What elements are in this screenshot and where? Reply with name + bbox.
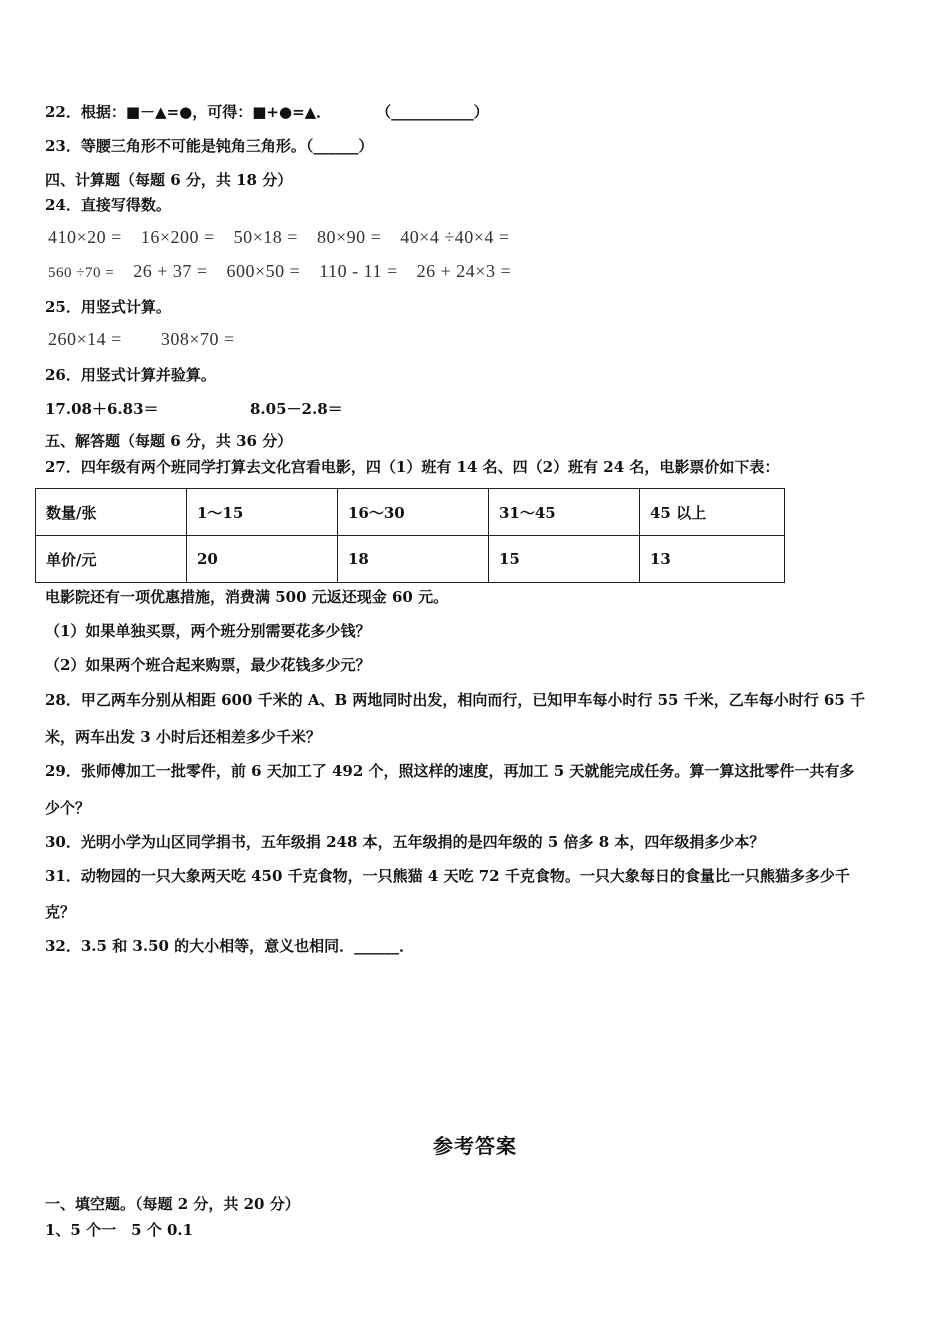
q25-row bbox=[48, 329, 249, 349]
question-30: 30．光明小学为山区同学捐书，五年级捐 248 本，五年级捐的是四年级的 5 倍多 8 本，四年级捐多少本？ bbox=[45, 833, 765, 851]
question-26: 26．用竖式计算并验算。 bbox=[45, 366, 216, 384]
q24-expr: 26 + 24×3 = bbox=[416, 261, 512, 281]
q24-expr: 80×90 = bbox=[316, 227, 382, 247]
section-4-heading: 四、计算题（每题 6 分，共 18 分） bbox=[45, 171, 293, 189]
question-31-line-2: 克？ bbox=[45, 903, 76, 921]
q25-expr: 308×70 = bbox=[160, 329, 235, 349]
question-24: 24．直接写得数。 bbox=[45, 196, 171, 214]
question-23: 23．等腰三角形不可能是钝角三角形。（______） bbox=[45, 137, 374, 155]
answer-1: 1、5 个一 5 个 0.1 bbox=[45, 1221, 194, 1239]
q25-expr: 260×14 = bbox=[48, 329, 122, 349]
table-cell: 15 bbox=[489, 536, 640, 583]
table-cell: 13 bbox=[640, 536, 785, 583]
q27-part-1: （1）如果单独买票，两个班分别需要花多少钱？ bbox=[45, 622, 371, 640]
table-row bbox=[36, 536, 785, 583]
q24-row-2 bbox=[48, 261, 525, 283]
q24-expr: 410×20 = bbox=[48, 227, 122, 247]
question-31-line-1: 31．动物园的一只大象两天吃 450 千克食物，一只熊猫 4 天吃 72 千克食物。一只大象每日的食量比一只熊猫多多少千 bbox=[45, 867, 850, 885]
answer-section-1: 一、填空题。（每题 2 分，共 20 分） bbox=[45, 1195, 300, 1213]
question-25: 25．用竖式计算。 bbox=[45, 298, 171, 316]
table-cell: 单价/元 bbox=[36, 536, 187, 583]
question-27: 27．四年级有两个班同学打算去文化宫看电影，四（1）班有 14 名、四（2）班有 24 名，电影票价如下表： bbox=[45, 458, 780, 476]
q24-expr: 560 ÷70 = bbox=[48, 265, 115, 281]
q27-note: 电影院还有一项优惠措施，消费满 500 元返还现金 60 元。 bbox=[45, 588, 449, 606]
table-cell: 45 以上 bbox=[640, 489, 785, 536]
question-22: 22．根据：■－▲=●，可得：■+●=▲． （___________） bbox=[45, 103, 489, 121]
q24-expr: 50×18 = bbox=[233, 227, 298, 247]
table-cell: 数量/张 bbox=[36, 489, 187, 536]
q24-expr: 16×200 = bbox=[140, 227, 215, 247]
answer-key-title: 参考答案 bbox=[433, 1134, 517, 1158]
q24-expr: 26 + 37 = bbox=[133, 261, 208, 281]
ticket-price-table bbox=[35, 488, 785, 583]
question-32: 32．3.5 和 3.50 的大小相等，意义也相同．______． bbox=[45, 937, 415, 955]
q24-expr: 600×50 = bbox=[226, 261, 301, 281]
table-cell: 20 bbox=[187, 536, 338, 583]
table-cell: 16～30 bbox=[338, 489, 489, 536]
table-cell: 1～15 bbox=[187, 489, 338, 536]
question-29-line-1: 29．张师傅加工一批零件，前 6 天加工了 492 个，照这样的速度，再加工 5 天就能完成任务。算一算这批零件一共有多 bbox=[45, 762, 855, 780]
question-28-line-1: 28．甲乙两车分别从相距 600 千米的 A、B 两地同时出发，相向而行，已知甲车每小时行 55 千米，乙车每小时行 65 千 bbox=[45, 691, 866, 709]
table-cell: 18 bbox=[338, 536, 489, 583]
q26-expr-1: 17.08＋6.83＝ bbox=[45, 400, 159, 418]
q24-expr: 40×4 ÷40×4 = bbox=[400, 227, 510, 247]
question-28-line-2: 米，两车出发 3 小时后还相差多少千米？ bbox=[45, 728, 321, 746]
q24-expr: 110 - 11 = bbox=[319, 261, 398, 281]
q27-part-2: （2）如果两个班合起来购票，最少花钱多少元？ bbox=[45, 656, 371, 674]
q26-expr-2: 8.05－2.8＝ bbox=[250, 400, 343, 418]
q24-row-1 bbox=[48, 227, 524, 247]
table-row bbox=[36, 489, 785, 536]
section-5-heading: 五、解答题（每题 6 分，共 36 分） bbox=[45, 432, 293, 450]
table-cell: 31～45 bbox=[489, 489, 640, 536]
question-29-line-2: 少个？ bbox=[45, 799, 91, 817]
